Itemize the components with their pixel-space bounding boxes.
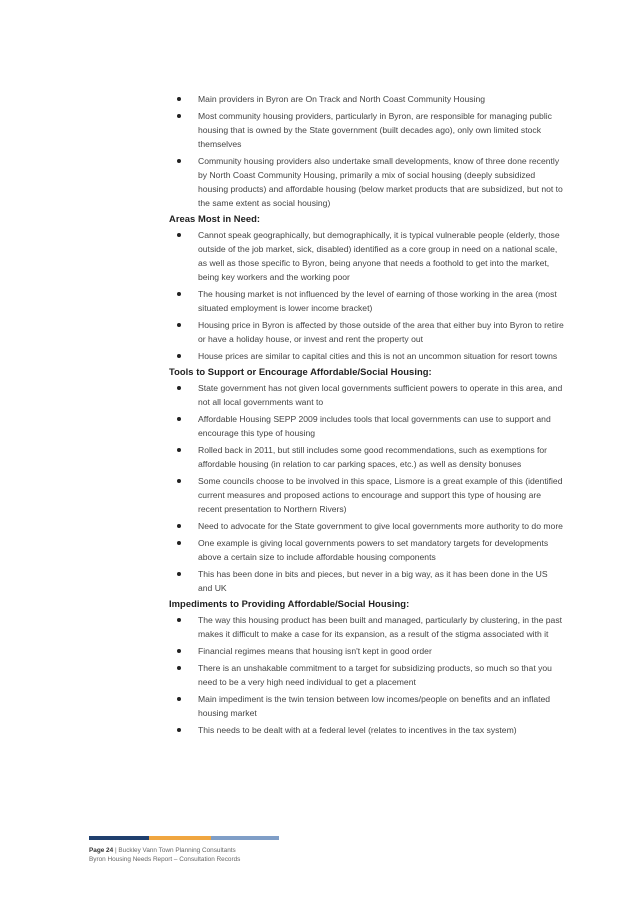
- list-item: [172, 228, 564, 284]
- list-item: [172, 474, 564, 516]
- list-item-text: Community housing providers also undertake small developments, know of three done recently by North Coast Community Housing, primarily a mix of social housing (deeply subsidized housing products) and affordable housing (below market products that are subsidized, but not to the same extent as social housing): [198, 156, 563, 208]
- list-item: [172, 723, 564, 737]
- list-item-text: Most community housing providers, particularly in Byron, are responsible for managing public housing that is owned by the State government (built decades ago), only own limited stock themselves: [198, 111, 552, 149]
- footer-report-title: Byron Housing Needs Report – Consultation Records: [89, 856, 241, 863]
- list-item: [172, 154, 564, 210]
- list-item: [172, 443, 564, 471]
- bullet-icon: [177, 114, 181, 118]
- list-item-text: Main impediment is the twin tension between low incomes/people on benefits and an inflated housing market: [198, 694, 551, 718]
- bullet-icon: [177, 386, 181, 390]
- list-item-text: Affordable Housing SEPP 2009 includes tools that local governments can use to support and encourage this type of housing: [198, 414, 551, 438]
- list-item-text: Need to advocate for the State government to give local governments more authority to do more: [198, 521, 563, 531]
- list-item-text: House prices are similar to capital cities and this is not an uncommon situation for resort towns: [198, 351, 558, 361]
- footer-company: | Buckley Vann Town Planning Consultants: [113, 847, 236, 854]
- list-item: [172, 318, 564, 346]
- list-item-text: The housing market is not influenced by the level of earning of those working in the area (most situated employment is lower income bracket): [198, 289, 557, 313]
- list-item-text: This needs to be dealt with at a federal level (relates to incentives in the tax system): [198, 725, 517, 735]
- intro-list-group: [172, 92, 564, 210]
- section-areas-most-in-need: [169, 213, 564, 363]
- list-item-text: One example is giving local governments powers to set mandatory targets for developments above a certain size to include affordable housing components: [198, 538, 549, 562]
- list-item: [172, 536, 564, 564]
- bullet-icon: [177, 541, 181, 545]
- list-item-text: Cannot speak geographically, but demographically, it is typical vulnerable people (elderly, those outside of the job market, sick, disabled) identified as a core group in need on a national scale, as well as those specific to Byron, being anyone that needs a foothold to get into the market, being key workers and the working poor: [198, 230, 560, 282]
- bullet-icon: [177, 697, 181, 701]
- footer-color-bar: [89, 836, 279, 840]
- list-item-text: Rolled back in 2011, but still includes some good recommendations, such as exemptions for affordable housing (in relation to car parking spaces, etc.) as well as density bonuses: [198, 445, 548, 469]
- list-item-text: Main providers in Byron are On Track and North Coast Community Housing: [198, 94, 486, 104]
- section-list: [172, 381, 564, 595]
- bullet-icon: [177, 323, 181, 327]
- footer-bar-segment-dark: [89, 836, 149, 840]
- section-tools: [169, 366, 564, 595]
- bullet-icon: [177, 354, 181, 358]
- footer-bar-segment-orange: [149, 836, 211, 840]
- document-body: [169, 92, 564, 740]
- list-item: [172, 613, 564, 641]
- bullet-icon: [177, 448, 181, 452]
- list-item: [172, 644, 564, 658]
- list-item-text: This has been done in bits and pieces, but never in a big way, as it has been done in the US and UK: [198, 569, 548, 593]
- list-item: [172, 287, 564, 315]
- bullet-icon: [177, 97, 181, 101]
- section-list: [172, 228, 564, 363]
- list-item: [172, 519, 564, 533]
- section-impediments: [169, 598, 564, 737]
- bullet-icon: [177, 728, 181, 732]
- page-number: Page 24: [89, 847, 114, 854]
- list-item-text: State government has not given local governments sufficient powers to operate in this area, and not all local governments want to: [198, 383, 563, 407]
- bullet-icon: [177, 292, 181, 296]
- footer-page-line: [89, 846, 289, 855]
- list-item: [172, 661, 564, 689]
- page-footer: [89, 836, 289, 864]
- bullet-icon: [177, 159, 181, 163]
- list-item: [172, 109, 564, 151]
- bullet-icon: [177, 649, 181, 653]
- bullet-icon: [177, 572, 181, 576]
- bullet-icon: [177, 233, 181, 237]
- bullet-icon: [177, 417, 181, 421]
- section-heading: Tools to Support or Encourage Affordable/Social Housing:: [169, 366, 432, 377]
- list-item-text: Financial regimes means that housing isn't kept in good order: [198, 646, 432, 656]
- list-item-text: Some councils choose to be involved in this space, Lismore is a great example of this (identified current measures and proposed actions to encourage and support this type of housing are recent presentation to Northern Rivers): [198, 476, 563, 514]
- bullet-icon: [177, 479, 181, 483]
- bullet-icon: [177, 666, 181, 670]
- list-item-text: Housing price in Byron is affected by those outside of the area that either buy into Byron to retire or have a holiday house, or invest and rent the property out: [198, 320, 564, 344]
- section-heading: Impediments to Providing Affordable/Social Housing:: [169, 598, 410, 609]
- list-item-text: The way this housing product has been built and managed, particularly by clustering, in the past makes it difficult to make a case for its expansion, as a result of the stigma associated with it: [198, 615, 563, 639]
- list-item: [172, 412, 564, 440]
- list-item: [172, 381, 564, 409]
- list-item: [172, 692, 564, 720]
- bullet-icon: [177, 618, 181, 622]
- footer-bar-segment-light: [211, 836, 279, 840]
- list-item: [172, 567, 564, 595]
- intro-list: [172, 92, 564, 210]
- list-item: [172, 92, 564, 106]
- section-heading: Areas Most in Need:: [169, 213, 261, 224]
- section-list: [172, 613, 564, 737]
- bullet-icon: [177, 524, 181, 528]
- list-item-text: There is an unshakable commitment to a target for subsidizing products, so much so that you need to be a very high need individual to get a placement: [198, 663, 552, 687]
- list-item: [172, 349, 564, 363]
